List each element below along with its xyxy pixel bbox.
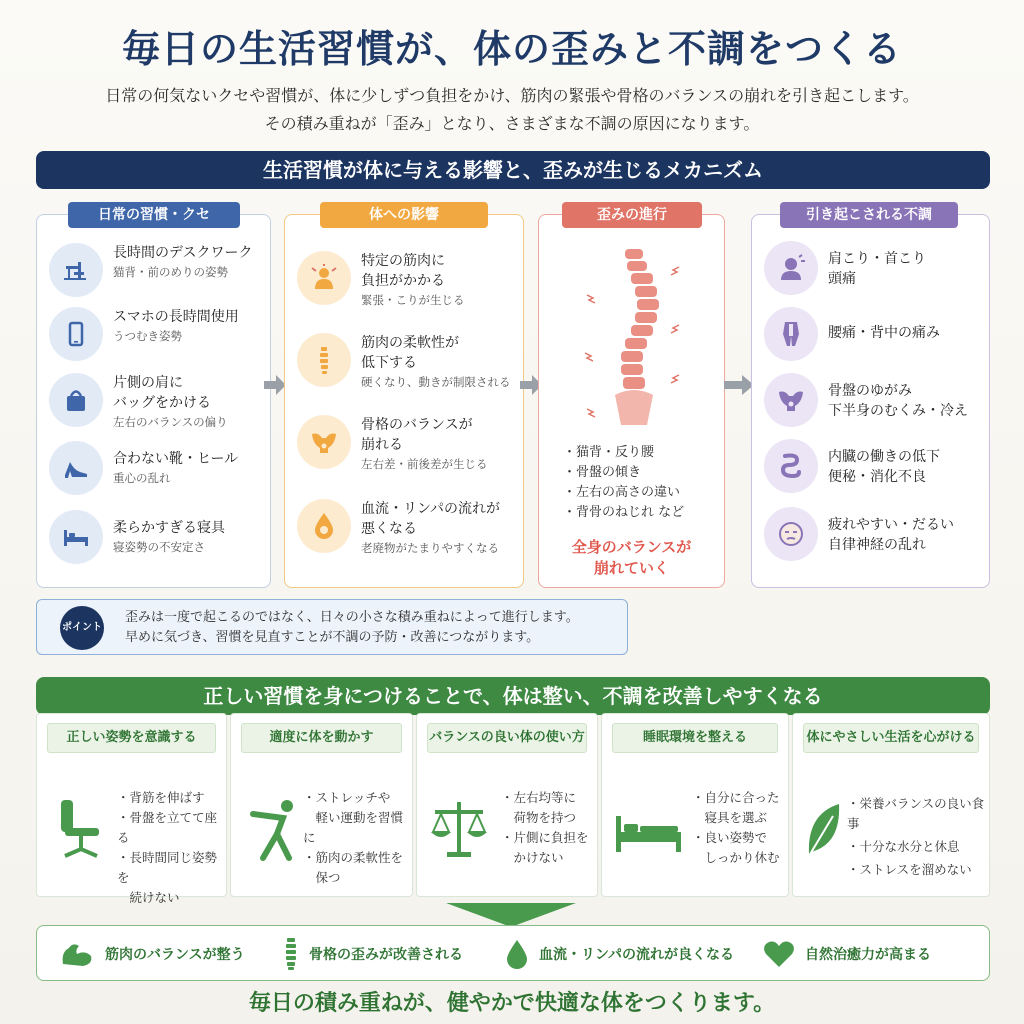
effects-header: 体への影響 (320, 202, 488, 228)
symptom-item (764, 241, 983, 301)
progress-bullet: ・猫背・反り腰 (563, 445, 655, 460)
page-title: 毎日の生活習慣が、体の歪みと不調をつくる (121, 27, 902, 71)
stretching-person-icon (243, 794, 303, 864)
heart-icon (763, 939, 795, 969)
improve-line: 軽い運動を習慣に (303, 810, 404, 845)
symptom-main: 疲れやすい・だるい (828, 517, 954, 533)
improve-line: ・背筋を伸ばす (117, 790, 205, 805)
habit-sub: 重心の乱れ (113, 471, 171, 485)
symptom-main: 腰痛・背中の痛み (828, 325, 940, 341)
improve-line: 寝具を選ぶ (692, 810, 768, 825)
effect-sub: 硬くなり、動きが制限される (361, 375, 511, 389)
stressed-person-icon (297, 251, 351, 305)
effect-main: 低下する (361, 355, 417, 371)
improve-line: ・ストレスを溜めない (847, 862, 972, 877)
progress-bullets (563, 443, 684, 523)
bed-icon (49, 510, 103, 564)
effect-main: 筋肉の柔軟性が (361, 335, 459, 351)
effect-main: 血流・リンパの流れが (361, 501, 501, 517)
headache-icon (764, 241, 818, 295)
effect-main: 骨格のバランスが (361, 417, 473, 433)
symptom-main: 肩こり・首こり (828, 251, 926, 267)
improve-line: ・筋肉の柔軟性を (303, 850, 404, 865)
effect-item (297, 415, 517, 475)
improve-list (303, 788, 412, 888)
spine-icon (283, 937, 299, 971)
improve-card (792, 713, 990, 897)
improve-list (117, 788, 226, 908)
symptom-main: 骨盤のゆがみ (828, 383, 912, 399)
improve-list (501, 788, 589, 868)
mechanism-banner: 生活習慣が体に与える影響と、歪みが生じるメカニズム (36, 151, 990, 189)
spine-icon (297, 333, 351, 387)
effects-column (284, 214, 524, 588)
curved-spine-icon (579, 245, 689, 441)
symptom-main: 下半身のむくみ・冷え (828, 403, 968, 419)
symptom-item (764, 307, 983, 367)
point-text (125, 608, 579, 648)
habit-item (49, 307, 264, 367)
habits-column (36, 214, 271, 588)
improve-card (36, 713, 227, 905)
habit-item (49, 373, 264, 443)
improve-list (847, 794, 989, 880)
improve-list (692, 788, 780, 868)
tired-face-icon (764, 507, 818, 561)
bed-icon (612, 794, 686, 864)
habit-main: スマホの長時間使用 (113, 309, 239, 325)
result-item (763, 936, 931, 972)
desk-icon (49, 243, 103, 297)
high-heel-icon (49, 441, 103, 495)
effect-sub: 老廃物がたまりやすくなる (361, 541, 499, 555)
symptom-main: 頭痛 (828, 271, 856, 287)
muscle-icon (59, 938, 95, 970)
result-item (505, 936, 734, 972)
habit-item (49, 243, 264, 303)
improve-banner: 正しい習慣を身につけることで、体は整い、不調を改善しやすくなる (36, 677, 990, 715)
progress-bullet: ・背骨のねじれ など (563, 505, 685, 520)
improve-line: ・左右均等に (501, 790, 577, 805)
habit-main: 片側の肩に (113, 375, 183, 391)
progress-bullet: ・骨盤の傾き (563, 465, 642, 480)
habit-item (49, 510, 264, 570)
effect-item (297, 251, 517, 311)
improve-card-title: 睡眠環境を整える (612, 723, 778, 753)
result-item (283, 936, 463, 972)
back-pain-icon (764, 307, 818, 361)
smartphone-icon (49, 307, 103, 361)
progress-header: 歪みの進行 (562, 202, 702, 228)
effect-item (297, 333, 517, 393)
point-line: 歪みは一度で起こるのではなく、日々の小さな積み重ねによって進行します。 (125, 610, 579, 625)
lead-text (0, 82, 1024, 138)
symptom-item (764, 439, 983, 499)
progress-conclusion (539, 537, 724, 579)
symptom-item (764, 373, 983, 433)
effect-sub: 緊張・こりが生じる (361, 293, 465, 307)
improve-card (601, 713, 789, 897)
bag-icon (49, 373, 103, 427)
habit-sub: うつむき姿勢 (113, 329, 182, 343)
closing-text: 毎日の積み重ねが、健やかで快適な体をつくります。 (248, 991, 776, 1016)
effect-main: 崩れる (361, 437, 403, 453)
habit-sub: 寝姿勢の不安定さ (113, 540, 205, 554)
point-line: 早めに気づき、習慣を見直すことが不調の予防・改善につながります。 (125, 630, 540, 645)
habit-sub: 左右のバランスの偏り (113, 415, 228, 429)
habit-main: 長時間のデスクワーク (113, 245, 253, 261)
habit-sub: 猫背・前のめりの姿勢 (113, 265, 228, 279)
improve-line: ・自分に合った (692, 790, 780, 805)
balance-scale-icon (429, 794, 489, 864)
improve-card (230, 713, 413, 897)
results-box (36, 925, 990, 981)
improve-card (416, 713, 598, 897)
improve-card-title: 体にやさしい生活を心がける (803, 723, 979, 753)
improve-card-title: 正しい姿勢を意識する (47, 723, 216, 753)
conclusion-line: 崩れていく (593, 559, 669, 577)
improve-card-title: 適度に体を動かす (241, 723, 402, 753)
improve-line: ・片側に負担を (501, 830, 589, 845)
lead-line-2: その積み重ねが「歪み」となり、さまざまな不調の原因になります。 (264, 114, 760, 133)
conclusion-line: 全身のバランスが (571, 538, 692, 556)
result-text: 自然治癒力が高まる (805, 947, 931, 963)
improve-line: ・良い姿勢で (692, 830, 768, 845)
habit-main: 柔らかすぎる寝具 (113, 520, 225, 536)
improve-line: しっかり休む (692, 850, 780, 865)
improve-line: 荷物を持つ (501, 810, 577, 825)
pelvis-icon (764, 373, 818, 427)
leaf-icon (803, 794, 843, 864)
improve-line: ・十分な水分と休息 (847, 839, 960, 854)
point-badge: ポイント (60, 606, 104, 650)
habit-main: バッグをかける (113, 395, 211, 411)
improve-line: 保つ (303, 870, 341, 885)
effect-sub: 左右差・前後差が生じる (361, 457, 488, 471)
symptom-item (764, 507, 983, 567)
pelvis-icon (297, 415, 351, 469)
arrow-down-icon (446, 903, 576, 927)
effect-main: 負担がかかる (361, 273, 445, 289)
improve-line: 続けない (117, 890, 180, 905)
symptoms-column (751, 214, 990, 588)
progress-column (538, 214, 725, 588)
effect-main: 特定の筋肉に (361, 253, 445, 269)
habits-header: 日常の習慣・クセ (68, 202, 240, 228)
improve-line: ・長時間同じ姿勢を (117, 850, 218, 885)
result-text: 血流・リンパの流れが良くなる (539, 947, 735, 963)
improve-card-title: バランスの良い体の使い方 (427, 723, 587, 753)
point-box (36, 599, 628, 655)
droplet-icon (505, 938, 529, 970)
drop-icon (297, 499, 351, 553)
effect-main: 悪くなる (361, 521, 417, 537)
improve-line: ・栄養バランスの良い食事 (847, 796, 985, 831)
improve-line: ・骨盤を立てて座る (117, 810, 218, 845)
lead-line-1: 日常の何気ないクセや習慣が、体に少しずつ負担をかけ、筋肉の緊張や骨格のバランスの崩れを引き起こします。 (105, 86, 919, 105)
habit-item (49, 441, 264, 501)
effect-item (297, 499, 517, 559)
chair-icon (53, 794, 113, 864)
symptoms-header: 引き起こされる不調 (780, 202, 958, 228)
intestine-icon (764, 439, 818, 493)
habit-main: 合わない靴・ヒール (113, 451, 239, 467)
symptom-main: 内臓の働きの低下 (828, 449, 940, 465)
result-item (59, 936, 245, 972)
progress-bullet: ・左右の高さの違い (563, 485, 681, 500)
symptom-main: 便秘・消化不良 (828, 469, 926, 485)
improve-line: ・ストレッチや (303, 790, 391, 805)
result-text: 筋肉のバランスが整う (105, 947, 245, 963)
symptom-main: 自律神経の乱れ (828, 537, 926, 553)
improve-line: かけない (501, 850, 564, 865)
result-text: 骨格の歪みが改善される (309, 947, 463, 963)
